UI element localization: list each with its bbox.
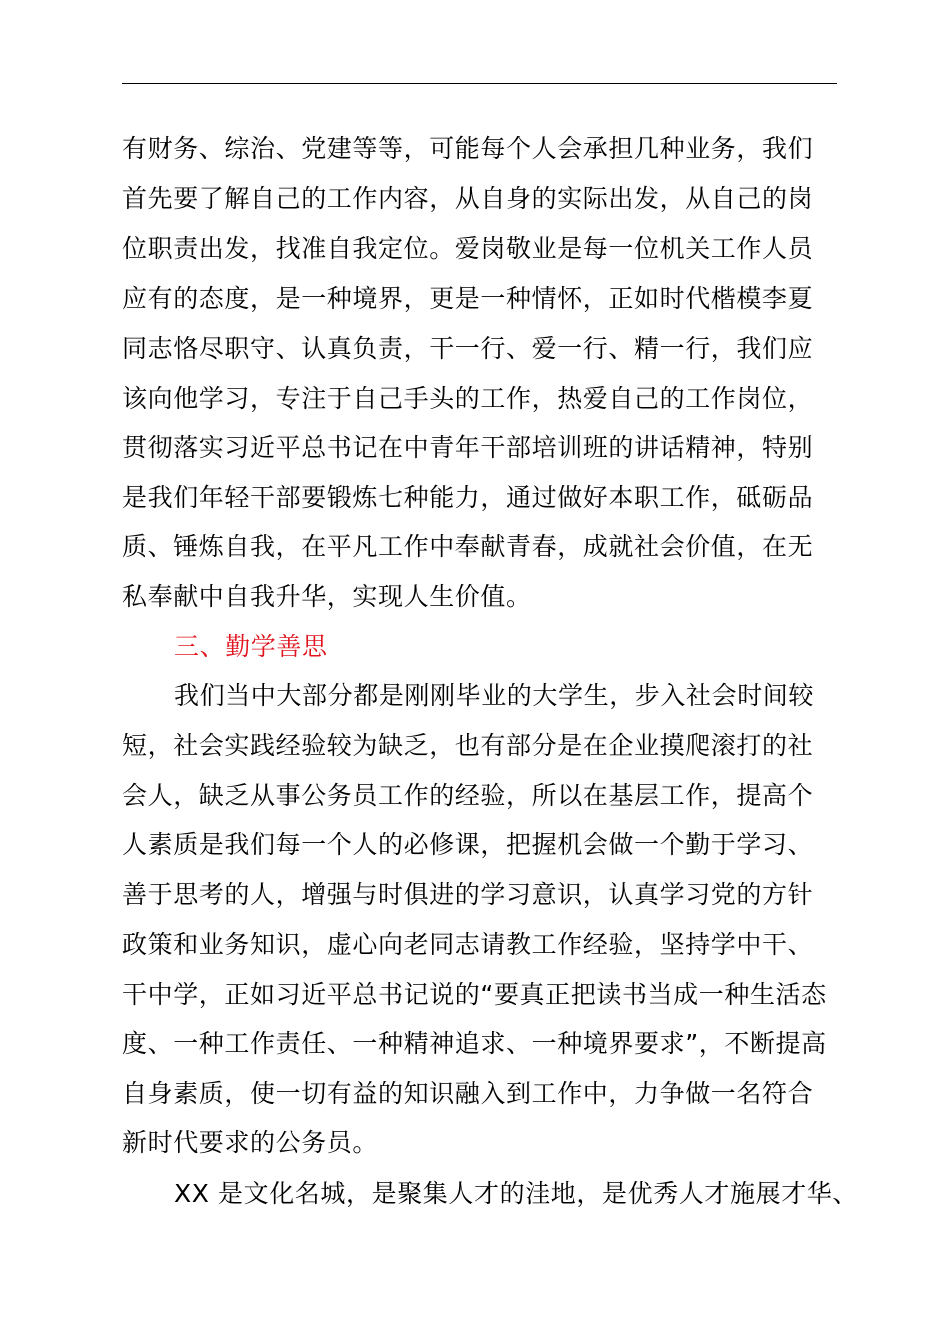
text-line: 政策和业务知识，虚心向老同志请教工作经验，坚持学中干、 [122,930,814,959]
text-line: 干中学，正如习近平总书记说的“要真正把读书当成一种生活态 [122,980,827,1009]
text-line: 有财务、综治、党建等等，可能每个人会承担几种业务，我们 [122,134,814,163]
text-line: 短，社会实践经验较为缺乏，也有部分是在企业摸爬滚打的社 [122,731,814,760]
text-line: 自身素质，使一切有益的知识融入到工作中，力争做一名符合 [122,1079,814,1108]
text-line: 该向他学习，专注于自己手头的工作，热爱自己的工作岗位， [122,384,814,413]
text-line: 新时代要求的公务员。 [122,1128,379,1157]
header-rule [122,83,837,84]
text-line: 位职责出发，找准自我定位。爱岗敬业是每一位机关工作人员 [122,234,814,263]
text-line: 首先要了解自己的工作内容，从自身的实际出发，从自己的岗 [122,184,814,213]
text-line: 善于思考的人，增强与时俱进的学习意识，认真学习党的方针 [122,880,814,909]
text-line: 私奉献中自我升华，实现人生价值。 [122,582,532,611]
section-heading: 三、勤学善思 [174,632,328,661]
text-line: 同志恪尽职守、认真负责，干一行、爱一行、精一行，我们应 [122,334,814,363]
text-line: 质、锤炼自我，在平凡工作中奉献青春，成就社会价值，在无 [122,532,814,561]
text-line: 人素质是我们每一个人的必修课，把握机会做一个勤于学习、 [122,830,814,859]
text-line: XX 是文化名城，是聚集人才的洼地，是优秀人才施展才华、 [174,1179,859,1208]
text-line: 度、一种工作责任、一种精神追求、一种境界要求”，不断提高 [122,1029,827,1058]
text-line: 我们当中大部分都是刚刚毕业的大学生，步入社会时间较 [174,681,815,710]
text-line: 是我们年轻干部要锻炼七种能力，通过做好本职工作，砥砺品 [122,483,814,512]
text-line: 会人，缺乏从事公务员工作的经验，所以在基层工作，提高个 [122,781,814,810]
text-line: 应有的态度，是一种境界，更是一种情怀，正如时代楷模李夏 [122,284,814,313]
text-line: 贯彻落实习近平总书记在中青年干部培训班的讲话精神，特别 [122,433,814,462]
